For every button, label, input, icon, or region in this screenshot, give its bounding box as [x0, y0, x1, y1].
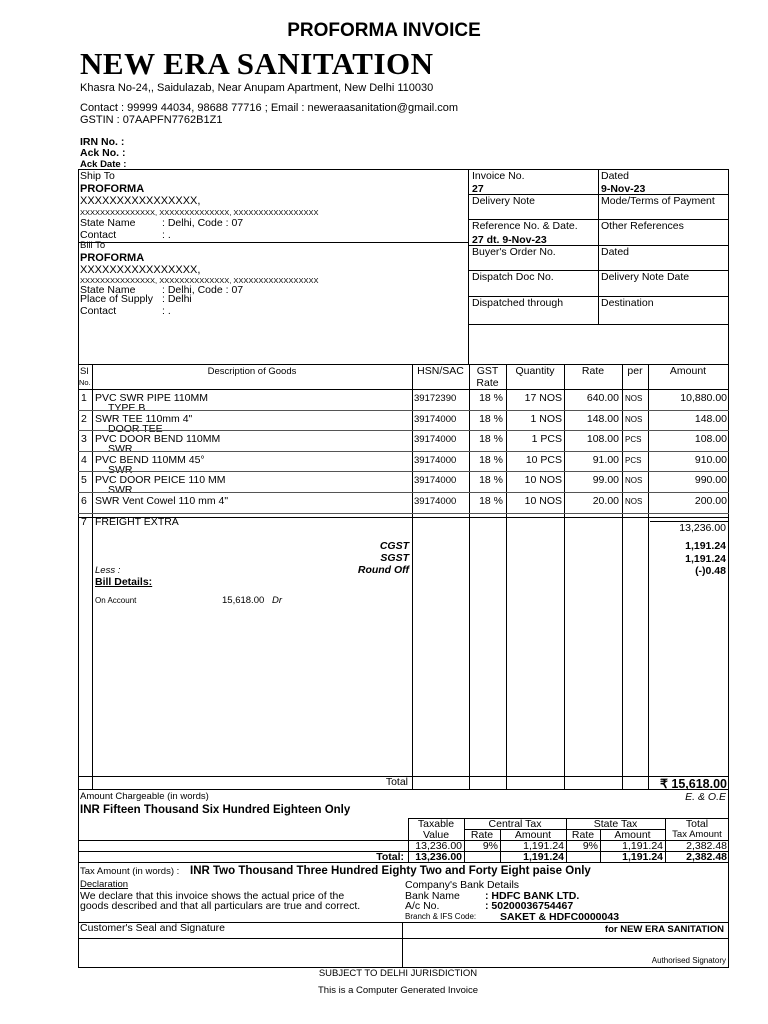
divider — [622, 364, 623, 789]
tax-total-taxable: 13,236.00 — [415, 851, 462, 863]
item-gst-rate: 18 % — [479, 453, 503, 466]
tax-state-amount-label: Amount — [614, 829, 651, 841]
row-divider — [78, 430, 729, 431]
jurisdiction-note: SUBJECT TO DELHI JURISDICTION — [318, 968, 478, 979]
tax-state-rate-label: Rate — [571, 829, 595, 841]
document-title: PROFORMA INVOICE — [287, 20, 481, 41]
divider — [598, 169, 599, 324]
tax-central-label: Central Tax — [488, 818, 542, 830]
bank-ac-value: : 50200036754467 — [485, 900, 574, 912]
item-description: PVC SWR PIPE 110MM — [95, 392, 208, 404]
buyers-order-dated-label: Dated — [601, 246, 630, 258]
on-account-dr: Dr — [272, 595, 283, 606]
item-description: PVC BEND 110MM 45° — [95, 453, 205, 466]
row-divider — [78, 471, 729, 472]
bill-details-label: Bill Details: — [95, 576, 153, 588]
item-hsn: 39172390 — [414, 393, 457, 404]
divider — [78, 517, 729, 518]
item-hsn: 39174000 — [414, 413, 457, 425]
item-description: SWR TEE 110mm 4" — [95, 412, 193, 425]
item-hsn: 39174000 — [414, 496, 457, 507]
item-description: PVC DOOR PEICE 110 MM — [95, 474, 226, 487]
cgst-label: CGST — [379, 540, 409, 552]
tax-total-row-label: Total: — [376, 851, 404, 863]
bill-to-contact-value: : . — [162, 305, 171, 317]
authorised-signatory-label: Authorised Signatory — [651, 956, 726, 965]
tax-total-amount-label: Tax Amount — [672, 829, 722, 840]
col-gst: GST — [476, 365, 499, 377]
tax-row-taxable: 13,236.00 — [415, 840, 462, 852]
row-divider — [78, 513, 729, 514]
delivery-note-label: Delivery Note — [472, 195, 536, 207]
tax-row-central-rate: 9% — [482, 840, 498, 852]
declaration-line2: goods described and that all particulars are true and correct. — [80, 900, 361, 912]
item-quantity: 10 NOS — [524, 495, 562, 507]
tax-taxable-label: Taxable — [417, 818, 455, 830]
col-sl-no: No. — [79, 378, 91, 387]
sgst-label: SGST — [380, 552, 409, 564]
bill-to-heading: Bill To — [80, 240, 106, 251]
item-subtitle: DOOR TEE — [108, 422, 163, 435]
item-gst-rate: 18 % — [479, 495, 503, 507]
item-hsn: 39174000 — [414, 454, 457, 466]
on-account-label: On Account — [95, 596, 137, 605]
bank-ifs-label: Branch & IFS Code: — [405, 912, 477, 921]
item-gst-rate: 18 % — [479, 474, 503, 487]
item-subtitle: SWR — [108, 484, 133, 497]
item-amount: 200.00 — [694, 495, 727, 507]
item-amount: 108.00 — [694, 433, 727, 446]
row-divider — [78, 451, 729, 452]
bank-heading: Company's Bank Details — [405, 879, 520, 891]
item-description: PVC DOOR BEND 110MM — [95, 433, 221, 446]
tax-row-state-rate: 9% — [582, 840, 598, 852]
col-gst-rate: Rate — [476, 377, 499, 389]
item-description: SWR Vent Cowel 110 mm 4" — [95, 495, 229, 507]
item-quantity: 1 PCS — [531, 433, 562, 446]
eoe-label: E. & O.E — [685, 791, 726, 803]
ship-to-state-label: State Name — [80, 217, 136, 229]
tax-total-state: 1,191.24 — [622, 851, 663, 863]
subtotal-value: 13,236.00 — [679, 522, 726, 534]
item-amount: 990.00 — [694, 474, 727, 487]
cgst-value: 1,191.24 — [685, 540, 726, 552]
item-gst-rate: 18 % — [479, 392, 503, 404]
item-subtitle: TYPE B — [108, 402, 146, 414]
bill-to-pos-label: Place of Supply — [80, 293, 153, 305]
computer-generated-note: This is a Computer Generated Invoice — [318, 985, 478, 996]
ship-to-heading: Ship To — [80, 170, 115, 182]
less-label: Less : — [95, 565, 121, 576]
bill-to-line2: XXXXXXXXXXXXXXX, XXXXXXXXXXXXXX, XXXXXXXXXXXXXXXXX — [80, 276, 319, 285]
ship-to-line2: XXXXXXXXXXXXXXX, XXXXXXXXXXXXXX, XXXXXXXXXXXXXXXXX — [80, 208, 319, 217]
round-off-label: Round Off — [357, 564, 409, 576]
item-sl: 2 — [81, 412, 87, 425]
bill-to-line1: XXXXXXXXXXXXXXXX, — [80, 264, 201, 276]
item-gst-rate: 18 % — [479, 433, 503, 446]
item-rate: 20.00 — [592, 495, 619, 507]
col-per: per — [627, 365, 643, 377]
declaration-label: Declaration — [80, 879, 129, 890]
declaration-line1: We declare that this invoice shows the actual price of the — [80, 890, 345, 902]
bill-to-pos-value: : Delhi — [162, 293, 192, 305]
bill-to-state-label: State Name — [80, 284, 136, 296]
item-rate: 108.00 — [586, 433, 619, 446]
item-subtitle: SWR — [108, 443, 133, 456]
tax-words-label: Tax Amount (in words) : — [80, 866, 180, 877]
col-hsn: HSN/SAC — [417, 365, 464, 377]
item-subtitle: SWR — [108, 463, 133, 476]
dated-label: Dated — [601, 170, 630, 182]
delivery-note-date-label: Delivery Note Date — [601, 271, 690, 283]
tax-state-label: State Tax — [593, 818, 638, 830]
tax-central-rate-label: Rate — [470, 829, 494, 841]
item-hsn: 39174000 — [414, 475, 457, 487]
item-rate: 148.00 — [586, 412, 619, 425]
item-quantity: 10 NOS — [524, 474, 562, 487]
item-rate: 99.00 — [592, 474, 619, 487]
col-sl: Sl — [80, 366, 89, 377]
divider — [469, 364, 470, 789]
item-sl: 7 — [81, 515, 87, 528]
dated-value: 9-Nov-23 — [601, 183, 646, 195]
item-per: NOS — [625, 497, 643, 506]
tax-amount-in-words: INR Two Thousand Three Hundred Eighty Two and Forty Eight paise Only — [190, 865, 591, 877]
amount-in-words: INR Fifteen Thousand Six Hundred Eighteen Only — [80, 804, 351, 816]
amount-chargeable-label: Amount Chargeable (in words) — [80, 791, 209, 802]
tax-central-amount-label: Amount — [514, 829, 552, 841]
company-contact: Contact : 99999 44034, 98688 77716 ; Email : neweraasanitation@gmail.com — [80, 102, 459, 114]
col-quantity: Quantity — [515, 365, 555, 377]
bill-to-state-value: : Delhi, Code : 07 — [162, 284, 244, 296]
divider — [92, 364, 93, 789]
company-address: Khasra No-24,, Saidulazab, Near Anupam Apartment, New Delhi 110030 — [80, 82, 434, 94]
col-description: Description of Goods — [207, 366, 297, 377]
divider — [468, 324, 729, 325]
dispatched-through-label: Dispatched through — [472, 297, 564, 309]
buyers-order-label: Buyer's Order No. — [472, 246, 556, 258]
bank-name-label: Bank Name — [405, 890, 460, 902]
ack-date-label: Ack Date : — [80, 159, 127, 170]
bill-to-name: PROFORMA — [80, 252, 145, 264]
tax-row-total: 2,382.48 — [686, 840, 727, 852]
destination-label: Destination — [601, 297, 654, 309]
divider — [564, 364, 565, 789]
ship-to-contact-label: Contact — [80, 229, 117, 241]
on-account-value: 15,618.00 — [222, 595, 265, 606]
round-off-value: (-)0.48 — [695, 565, 726, 577]
reference-label: Reference No. & Date. — [472, 220, 578, 232]
ship-to-state-value: : Delhi, Code : 07 — [162, 217, 244, 229]
col-rate: Rate — [581, 365, 605, 377]
item-quantity: 1 NOS — [530, 412, 562, 425]
divider — [412, 364, 413, 789]
bank-ifs-value: SAKET & HDFC0000043 — [500, 911, 620, 923]
divider — [78, 242, 468, 243]
sgst-value: 1,191.24 — [685, 553, 726, 565]
row-divider — [78, 492, 729, 493]
item-amount: 10,880.00 — [680, 392, 727, 404]
item-amount: 148.00 — [694, 412, 727, 425]
item-sl: 6 — [81, 495, 87, 507]
item-hsn: 39174000 — [414, 434, 457, 446]
item-per: PCS — [625, 455, 642, 465]
irn-label: IRN No. : — [80, 136, 125, 148]
item-gst-rate: 18 % — [479, 412, 503, 425]
company-gstin: GSTIN : 07AAPFN7762B1Z1 — [80, 114, 223, 126]
item-sl: 4 — [81, 453, 87, 466]
bill-to-contact-label: Contact — [80, 305, 117, 317]
tax-total-label: Total — [685, 818, 709, 830]
item-per: PCS — [625, 435, 642, 445]
for-company-label: for NEW ERA SANITATION — [604, 924, 724, 935]
company-name: NEW ERA SANITATION — [80, 46, 434, 81]
item-per: NOS — [625, 476, 643, 486]
row-divider — [78, 410, 729, 411]
tax-row-central-amount: 1,191.24 — [523, 840, 564, 852]
dispatch-doc-label: Dispatch Doc No. — [472, 271, 554, 283]
customer-seal-label: Customer's Seal and Signature — [80, 922, 226, 934]
divider — [78, 789, 729, 790]
ack-no-label: Ack No. : — [80, 147, 126, 159]
item-per: NOS — [625, 394, 643, 403]
ship-to-contact-value: : . — [162, 229, 171, 241]
tax-total-central: 1,191.24 — [523, 851, 564, 863]
other-references-label: Other References — [601, 220, 684, 232]
total-value: ₹ 15,618.00 — [659, 777, 727, 791]
item-per: NOS — [625, 414, 643, 424]
tax-total-total: 2,382.48 — [686, 851, 727, 863]
item-rate: 91.00 — [592, 453, 619, 466]
invoice-no-value: 27 — [472, 183, 484, 195]
ship-to-line1: XXXXXXXXXXXXXXXX, — [80, 195, 201, 207]
item-description: FREIGHT EXTRA — [95, 515, 179, 528]
divider — [78, 389, 729, 390]
tax-row-state-amount: 1,191.24 — [622, 840, 663, 852]
bank-name-value: : HDFC BANK LTD. — [485, 890, 580, 902]
mode-terms-label: Mode/Terms of Payment — [601, 195, 715, 207]
item-sl: 5 — [81, 474, 87, 487]
item-amount: 910.00 — [694, 453, 727, 466]
item-sl: 3 — [81, 433, 87, 446]
reference-value: 27 dt. 9-Nov-23 — [472, 234, 547, 246]
item-quantity: 17 NOS — [524, 392, 562, 404]
tax-value-label: Value — [422, 829, 450, 841]
divider — [506, 364, 507, 789]
item-sl: 1 — [81, 392, 87, 404]
col-amount: Amount — [669, 365, 707, 377]
item-rate: 640.00 — [586, 392, 619, 404]
item-quantity: 10 PCS — [525, 453, 562, 466]
bank-ac-label: A/c No. — [405, 900, 440, 912]
ship-to-name: PROFORMA — [80, 183, 145, 195]
divider — [468, 169, 469, 365]
invoice-no-label: Invoice No. — [472, 170, 525, 182]
total-label: Total — [385, 776, 408, 788]
